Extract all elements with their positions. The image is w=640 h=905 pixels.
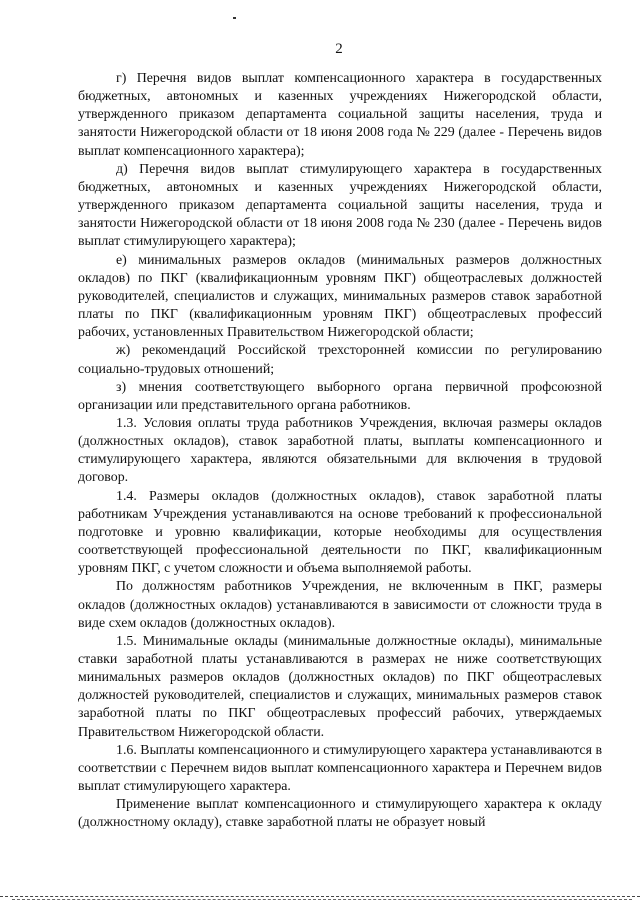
page-number: 2 [335,41,343,57]
paragraph-1-6: 1.6. Выплаты компенсационного и стимулирующего характера устанавливаются в соответствии с Перечнем видов выплат компенсационного характера и Перечнем видов выплат стимулирующего характера. [78,742,603,795]
paragraph-d: д) Перечня видов выплат стимулирующего характера в государственных бюджетных, автономных и казенных учреждениях Нижегородской области, утвержденного приказом департамента социальной защиты населения, труда и занятости Нижегородской области от 18 июня 2008 года № 230 (далее - Перечень видов выплат стимулирующего характера); [78,161,602,250]
paragraph-zh: ж) рекомендаций Российской трехсторонней комиссии по регулированию социально-трудовых отношений; [78,343,602,377]
paragraph-z: з) мнения соответствующего выборного органа первичной профсоюзной организации или представительного органа работников. [78,379,602,413]
scan-speck [233,17,236,19]
scan-edge-line [12,899,632,900]
paragraph-1-3: 1.3. Условия оплаты труда работников Учреждения, включая размеры окладов (должностных окладов), ставок заработной платы, выплаты компенсационного и стимулирующего характера, являются обязательными для включения в трудовой договор. [78,415,602,486]
paragraph-application: Применение выплат компенсационного и стимулирующего характера к окладу (должностному окладу), ставке заработной платы не образует новый [78,797,602,831]
paragraph-not-in-pkg: По должностям работников Учреждения, не включенным в ПКГ, размеры окладов (должностных окладов) устанавливаются в зависимости от сложности труда в виде схем окладов (должностных окладов). [78,579,602,631]
paragraph-g: г) Перечня видов выплат компенсационного характера в государственных бюджетных, автономных и казенных учреждениях Нижегородской области, утвержденного приказом департамента социальной защиты населения, труда и занятости Нижегородской области от 18 июня 2008 года № 229 (далее - Перечень видов выплат компенсационного характера); [78,71,602,159]
scan-bottom-edge [0,896,640,901]
document-body [78,70,602,833]
paragraph-1-5: 1.5. Минимальные оклады (минимальные должностные оклады), минимальные ставки заработной платы устанавливаются в размерах не ниже соответствующих минимальных размеров окладов (должностных окладов) по ПКГ общеотраслевых должностей руководителей, специалистов и служащих, минимальных размеров ставок заработной платы по ПКГ общеотраслевых профессий рабочих, утверждаемых Правительством Нижегородской области. [78,633,602,740]
scan-edge-line [0,896,640,897]
paragraph-1-4: 1.4. Размеры окладов (должностных окладов), ставок заработной платы работникам Учреждения устанавливаются на основе требований к профессиональной подготовке и уровню квалификации, которые необходимы для осуществления соответствующей профессиональной деятельности по ПКГ, квалификационным уровням ПКГ, с учетом сложности и объема выполняемой работы. [78,488,602,577]
paragraph-e: е) минимальных размеров окладов (минимальных размеров должностных окладов) по ПКГ (квалификационным уровням ПКГ) общеотраслевых должностей руководителей, специалистов и служащих, минимальных размеров ставок заработной платы по ПКГ (квалификационным уровням ПКГ) общеотраслевых профессий рабочих, установленных Правительством Нижегородской области; [78,252,602,341]
